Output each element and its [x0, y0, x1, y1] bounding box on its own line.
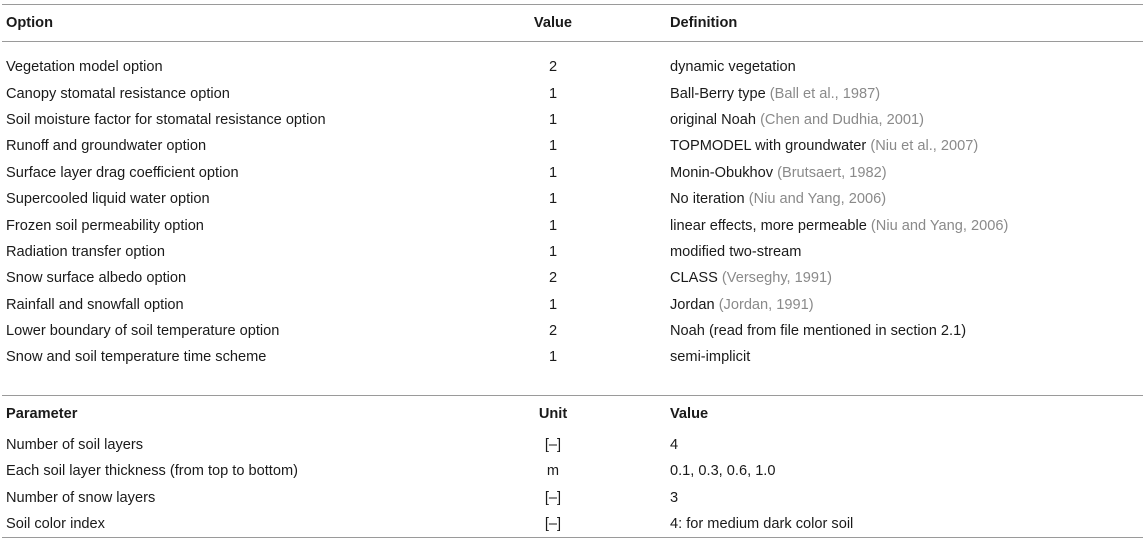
model-options-table — [2, 4, 1143, 538]
citation-link[interactable]: (Chen and Dudhia, 2001) — [760, 111, 924, 128]
option-value: 1 — [548, 243, 558, 260]
citation-link[interactable]: (Jordan, 1991) — [718, 296, 814, 313]
option-name: Surface layer drag coefficient option — [6, 164, 239, 181]
header-unit: Unit — [440, 395, 666, 432]
definition-text: TOPMODEL with groundwater — [670, 138, 867, 155]
option-definition — [666, 344, 1143, 370]
parameter-unit: [–] — [544, 489, 562, 506]
option-value: 1 — [548, 217, 558, 234]
option-row — [2, 80, 1143, 106]
option-row — [2, 107, 1143, 133]
option-name: Soil moisture factor for stomatal resistance option — [6, 111, 326, 128]
option-definition — [666, 292, 1143, 318]
citation-link[interactable]: (Brutsaert, 1982) — [777, 164, 887, 181]
parameter-name: Each soil layer thickness (from top to bottom) — [6, 463, 298, 480]
definition-text: original Noah — [670, 111, 756, 128]
parameters-body — [2, 383, 1143, 538]
option-value: 2 — [548, 270, 558, 287]
parameter-row — [2, 458, 1143, 484]
parameter-unit: [–] — [440, 511, 666, 538]
option-value: 2 — [548, 59, 558, 76]
header-parameter: Parameter — [2, 395, 440, 432]
header-definition: Definition — [666, 5, 1143, 42]
definition-text: modified two-stream — [670, 243, 802, 260]
option-definition — [666, 186, 1143, 212]
citation-link[interactable]: (Niu and Yang, 2006) — [748, 191, 887, 208]
option-value: 1 — [548, 85, 558, 102]
option-value: 1 — [548, 296, 558, 313]
parameter-name: Number of snow layers — [6, 489, 156, 506]
citation-link[interactable]: (Niu et al., 2007) — [870, 138, 979, 155]
definition-text: linear effects, more permeable — [670, 217, 867, 234]
parameter-unit: m — [546, 463, 560, 480]
definition-text: Ball-Berry type — [670, 85, 766, 102]
option-definition — [666, 160, 1143, 186]
definition-text: Jordan — [670, 296, 715, 313]
definition-text: Monin-Obukhov — [670, 164, 774, 181]
option-definition — [666, 239, 1143, 265]
option-value: 1 — [548, 138, 558, 155]
option-definition — [666, 107, 1143, 133]
definition-text: Noah (read from file mentioned in section 2.1) — [670, 323, 967, 340]
parameter-value: 4 — [670, 436, 679, 453]
parameter-value: 3 — [670, 489, 679, 506]
parameter-unit: [–] — [544, 436, 562, 453]
definition-text: semi-implicit — [670, 349, 751, 366]
parameter-row — [2, 484, 1143, 510]
parameter-value: 0.1, 0.3, 0.6, 1.0 — [670, 463, 776, 480]
definition-text: No iteration — [670, 191, 745, 208]
citation-link[interactable]: (Niu and Yang, 2006) — [870, 217, 1009, 234]
option-name: Rainfall and snowfall option — [6, 296, 184, 313]
option-value: 1 — [548, 164, 558, 181]
option-name: Supercooled liquid water option — [6, 191, 210, 208]
option-value: 2 — [548, 323, 558, 340]
option-row — [2, 54, 1143, 80]
option-row — [2, 292, 1143, 318]
definition-text: dynamic vegetation — [670, 59, 796, 76]
parameter-row — [2, 432, 1143, 458]
option-definition — [666, 133, 1143, 159]
option-row — [2, 133, 1143, 159]
option-row — [2, 344, 1143, 370]
option-name: Canopy stomatal resistance option — [6, 85, 230, 102]
citation-link[interactable]: (Verseghy, 1991) — [721, 270, 832, 287]
option-value: 1 — [548, 349, 558, 366]
option-name: Vegetation model option — [6, 59, 163, 76]
options-body — [2, 42, 1143, 383]
parameter-name: Soil color index — [2, 511, 440, 538]
parameter-name: Number of soil layers — [6, 436, 144, 453]
option-definition — [666, 54, 1143, 80]
parameters-header-row — [2, 395, 1143, 432]
option-definition — [666, 318, 1143, 344]
option-name: Radiation transfer option — [6, 243, 166, 260]
option-value: 1 — [548, 111, 558, 128]
header-value: Value — [440, 5, 666, 42]
option-name: Runoff and groundwater option — [6, 138, 207, 155]
option-definition — [666, 212, 1143, 238]
option-name: Snow surface albedo option — [6, 270, 187, 287]
option-row — [2, 318, 1143, 344]
option-row — [2, 239, 1143, 265]
citation-link[interactable]: (Ball et al., 1987) — [769, 85, 881, 102]
option-name: Frozen soil permeability option — [6, 217, 204, 234]
option-definition — [666, 80, 1143, 106]
parameter-value: 4: for medium dark color soil — [666, 511, 1143, 538]
option-row — [2, 186, 1143, 212]
option-name: Lower boundary of soil temperature option — [6, 323, 280, 340]
options-header-row — [2, 5, 1143, 42]
option-name: Snow and soil temperature time scheme — [6, 349, 267, 366]
option-row — [2, 212, 1143, 238]
option-definition — [666, 265, 1143, 291]
header-param-value: Value — [666, 395, 1143, 432]
header-option: Option — [2, 5, 440, 42]
option-row — [2, 265, 1143, 291]
parameter-row — [2, 511, 1143, 538]
option-row — [2, 160, 1143, 186]
option-value: 1 — [548, 191, 558, 208]
definition-text: CLASS — [670, 270, 718, 287]
